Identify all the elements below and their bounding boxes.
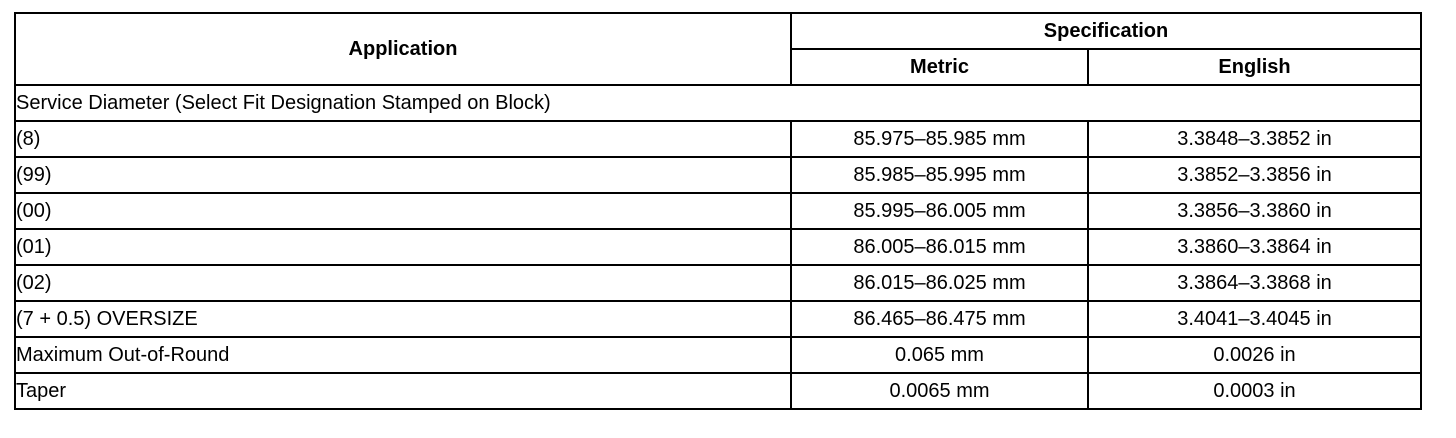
application-header: Application [15, 13, 791, 85]
metric-cell: 85.985–85.995 mm [791, 157, 1088, 193]
specification-header: Specification [791, 13, 1421, 49]
table-row [15, 121, 1421, 157]
english-cell: 3.3864–3.3868 in [1088, 265, 1421, 301]
english-cell: 0.0003 in [1088, 373, 1421, 409]
table-row [15, 229, 1421, 265]
application-cell: (02) [15, 265, 791, 301]
table-row [15, 373, 1421, 409]
application-cell: Maximum Out-of-Round [15, 337, 791, 373]
application-cell: (01) [15, 229, 791, 265]
application-cell: (99) [15, 157, 791, 193]
application-cell: (7 + 0.5) OVERSIZE [15, 301, 791, 337]
table-row [15, 337, 1421, 373]
application-cell: (00) [15, 193, 791, 229]
metric-cell: 0.065 mm [791, 337, 1088, 373]
metric-cell: 86.015–86.025 mm [791, 265, 1088, 301]
metric-cell: 0.0065 mm [791, 373, 1088, 409]
english-cell: 0.0026 in [1088, 337, 1421, 373]
specification-table [14, 12, 1422, 410]
english-cell: 3.3856–3.3860 in [1088, 193, 1421, 229]
header-row-top [15, 13, 1421, 49]
table-row [15, 157, 1421, 193]
english-cell: 3.3860–3.3864 in [1088, 229, 1421, 265]
metric-cell: 86.465–86.475 mm [791, 301, 1088, 337]
application-cell: Taper [15, 373, 791, 409]
section-row [15, 85, 1421, 121]
metric-cell: 85.995–86.005 mm [791, 193, 1088, 229]
table-row [15, 193, 1421, 229]
english-cell: 3.3852–3.3856 in [1088, 157, 1421, 193]
metric-cell: 85.975–85.985 mm [791, 121, 1088, 157]
metric-cell: 86.005–86.015 mm [791, 229, 1088, 265]
english-cell: 3.4041–3.4045 in [1088, 301, 1421, 337]
table-row [15, 301, 1421, 337]
english-cell: 3.3848–3.3852 in [1088, 121, 1421, 157]
application-cell: (8) [15, 121, 791, 157]
table-row [15, 265, 1421, 301]
english-header: English [1088, 49, 1421, 85]
metric-header: Metric [791, 49, 1088, 85]
section-label: Service Diameter (Select Fit Designation Stamped on Block) [15, 85, 1421, 121]
